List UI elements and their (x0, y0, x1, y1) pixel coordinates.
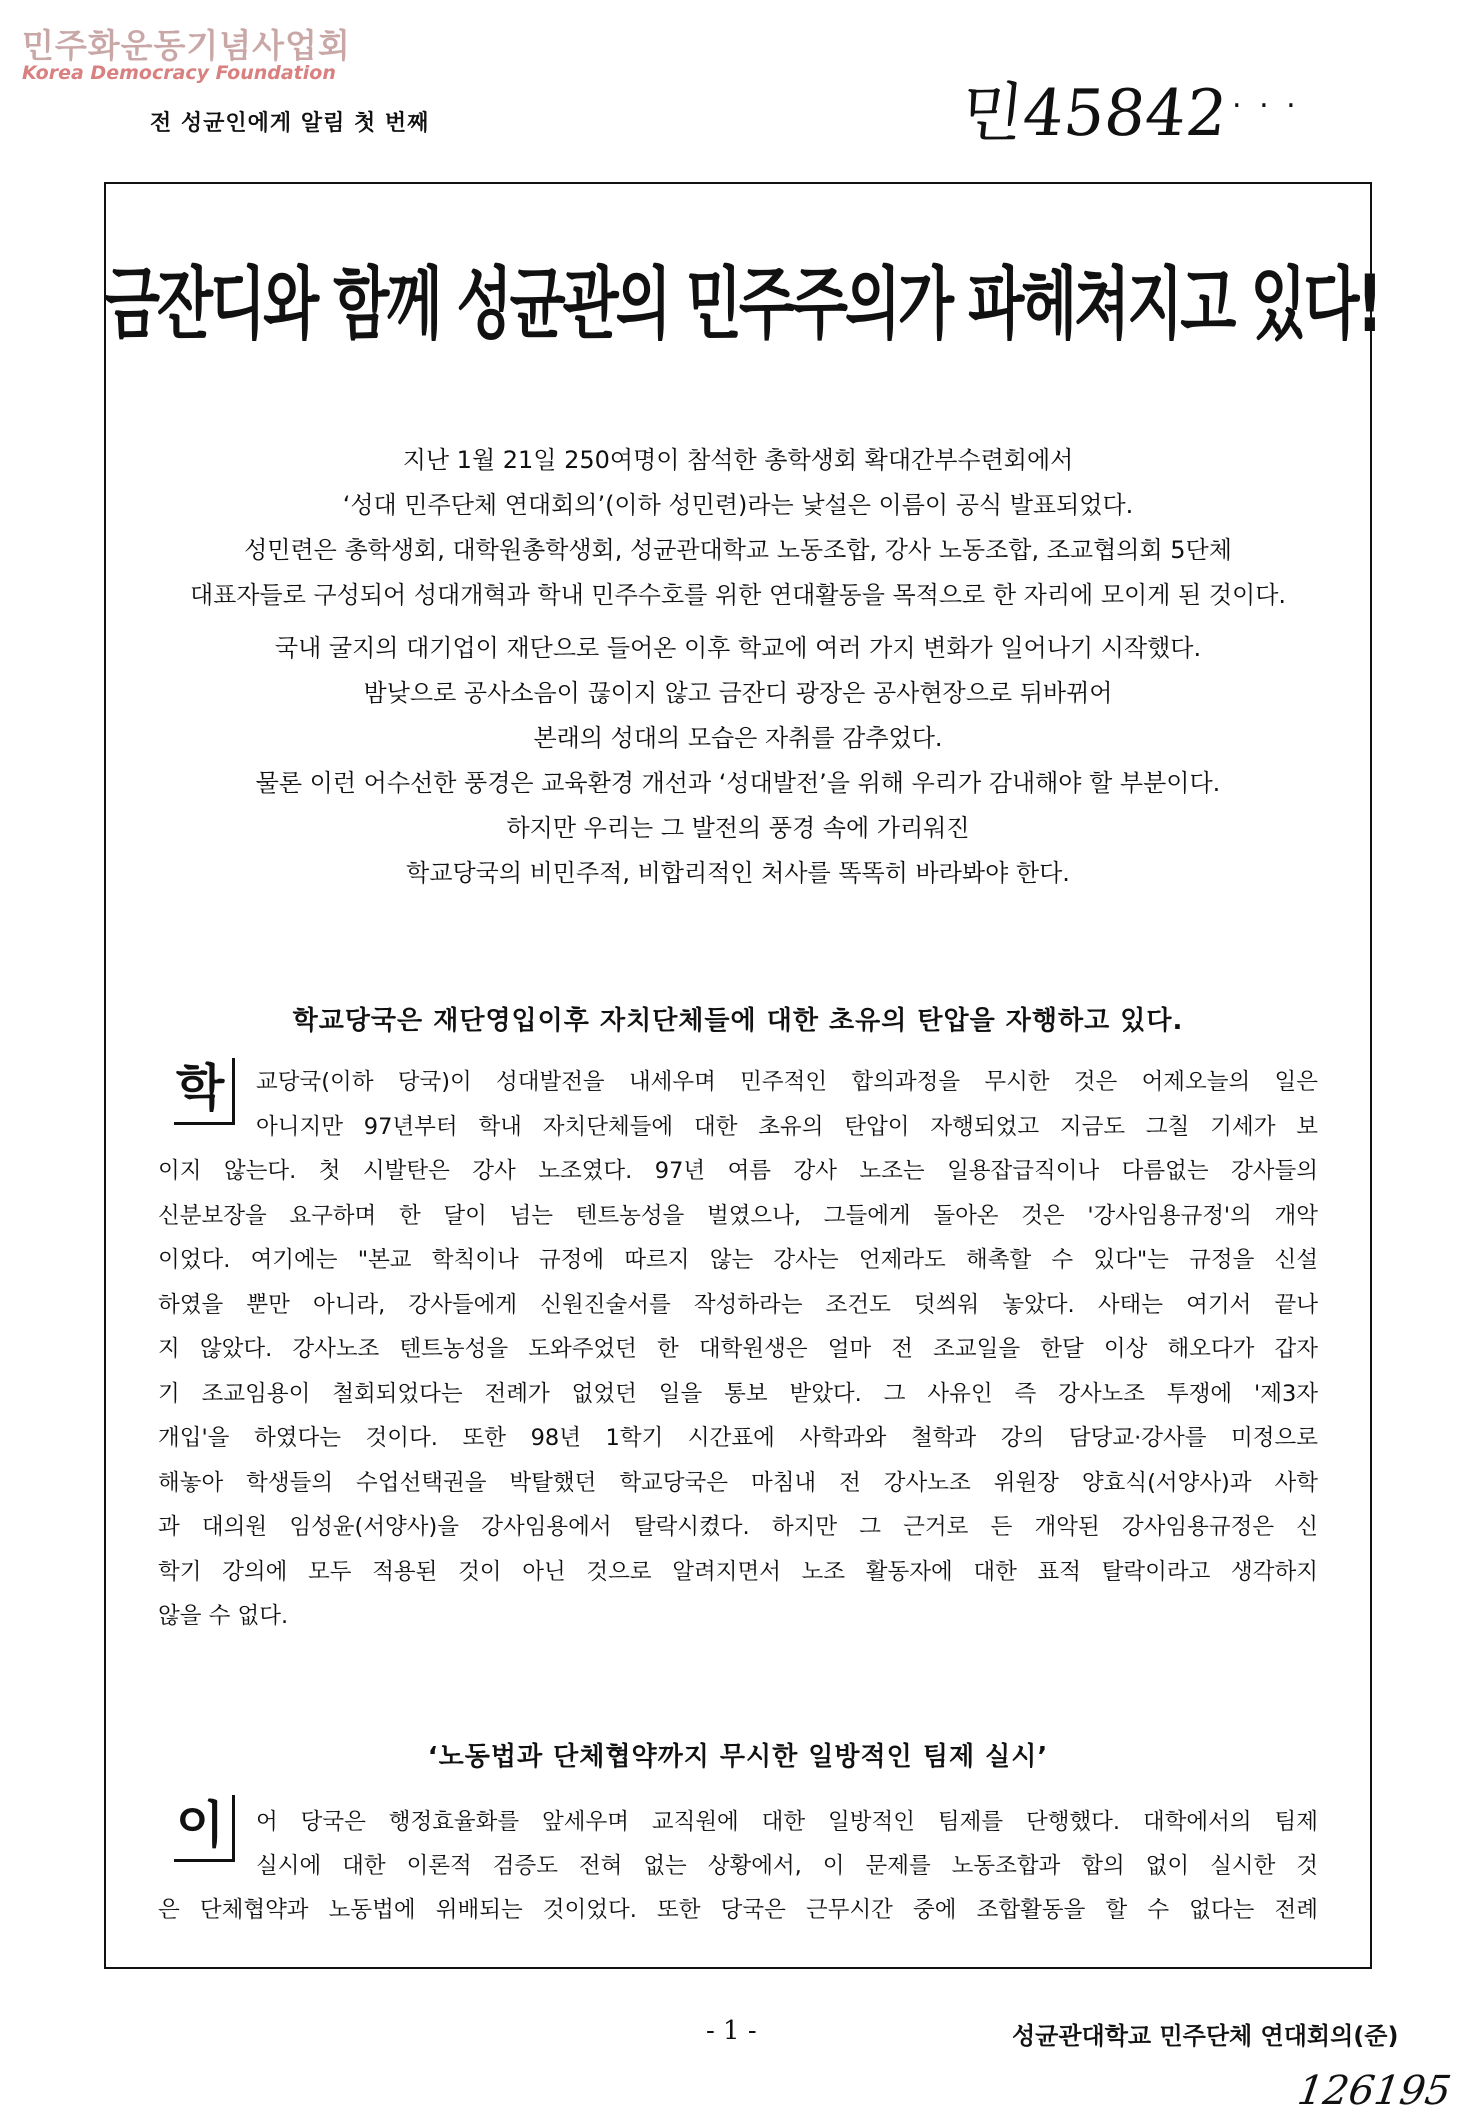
section1-line: 과 대의원 임성윤(서양사)을 강사임용에서 탈락시켰다. 하지만 그 근거로 든 개악된 강사임용규정은 신 (158, 1514, 1318, 1540)
watermark-korean: 민주화운동기념사업회 (22, 26, 351, 65)
intro-line: 물론 이런 어수선한 풍경은 교육환경 개선과 ‘성대발전’을 위해 우리가 감내해야 할 부분이다. (255, 769, 1221, 797)
watermark-english: Korea Democracy Foundation (22, 62, 336, 84)
section2-heading: ‘노동법과 단체협약까지 무시한 일방적인 팀제 실시’ (427, 1742, 1049, 1772)
intro-block (140, 438, 1336, 896)
intro-line: 본래의 성대의 모습은 자취를 감추었다. (533, 724, 943, 752)
section1-line: 지 않았다. 강사노조 텐트농성을 도와주었던 한 대학원생은 얼마 전 조교일을 한달 이상 해오다가 갑자 (158, 1336, 1318, 1362)
intro-line: 학교당국의 비민주적, 비합리적인 처사를 똑똑히 바라봐야 한다. (406, 859, 1070, 887)
section1-line: 기 조교임용이 철회되었다는 전례가 없었던 일을 통보 받았다. 그 사유인 즉 강사노조 투쟁에 '제3자 (158, 1380, 1318, 1407)
intro-line: 밤낮으로 공사소음이 끊이지 않고 금잔디 광장은 공사현장으로 뒤바뀌어 (363, 679, 1113, 707)
section1-line: 개입'을 하였다는 것이다. 또한 98년 1학기 시간표에 사학과와 철학과 강의 담당교·강사를 미정으로 (158, 1425, 1318, 1451)
archive-number: 126195 (1294, 2068, 1454, 2114)
section2-line: 어 당국은 행정효율화를 앞세우며 교직원에 대한 일방적인 팀제를 단행했다. 대학에서의 팀제 (256, 1809, 1318, 1835)
section1-line: 신분보장을 요구하며 한 달이 넘는 텐트농성을 벌였으나, 그들에게 돌아온 것은 '강사임용규정'의 개악 (158, 1202, 1318, 1229)
section1-line: 해놓아 학생들의 수업선택권을 박탈했던 학교당국은 마침내 전 강사노조 위원장 양효식(서양사)과 사학 (158, 1469, 1318, 1496)
page-number: - 1 - (706, 2016, 757, 2046)
intro-line: 성민련은 총학생회, 대학원총학생회, 성균관대학교 노동조합, 강사 노동조합, 조교협의회 5단체 (244, 536, 1232, 564)
section1-line: 않을 수 없다. (158, 1603, 289, 1629)
section1-line: 아니지만 97년부터 학내 자치단체들에 대한 초유의 탄압이 자행되었고 지금도 그칠 기세가 보 (256, 1113, 1318, 1140)
section1-dropcap: 학 (174, 1058, 235, 1125)
intro-line: 국내 굴지의 대기업이 재단으로 들어온 이후 학교에 여러 가지 변화가 일어나기 시작했다. (274, 634, 1202, 662)
section2-dropcap: 이 (174, 1795, 235, 1862)
intro-line: ‘성대 민주단체 연대회의’(이하 성민련)라는 낯설은 이름이 공식 발표되었다. (342, 491, 1134, 519)
section1-line: 교당국(이하 당국)이 성대발전을 내세우며 민주적인 합의과정을 무시한 것은 어제오늘의 일은 (256, 1069, 1318, 1095)
section1-heading: 학교당국은 재단영입이후 자치단체들에 대한 초유의 탄압을 자행하고 있다. (292, 1006, 1184, 1036)
handwritten-number: 민45842 (957, 77, 1231, 151)
section1-line: 하였을 뿐만 아니라, 강사들에게 신원진술서를 작성하라는 조건도 덧씌워 놓았다. 사태는 여기서 끝나 (158, 1291, 1318, 1318)
headline: 금잔디와 함께 성균관의 민주주의가 파헤쳐지고 있다! (104, 258, 1381, 350)
series-label: 전 성균인에게 알림 첫 번째 (150, 111, 430, 136)
section1-line: 이지 않는다. 첫 시발탄은 강사 노조였다. 97년 여름 강사 노조는 일용잡급직이나 다름없는 강사들의 (158, 1158, 1318, 1184)
handwritten-dots: . . . (1232, 80, 1300, 115)
section1-line: 학기 강의에 모두 적용된 것이 아닌 것으로 알려지면서 노조 활동자에 대한 표적 탈락이라고 생각하지 (158, 1558, 1318, 1585)
intro-line: 지난 1월 21일 250여명이 참석한 총학생회 확대간부수련회에서 (402, 446, 1074, 474)
section2-line: 은 단체협약과 노동법에 위배되는 것이었다. 또한 당국은 근무시간 중에 조합활동을 할 수 없다는 전례 (158, 1897, 1318, 1923)
footer-organization: 성균관대학교 민주단체 연대회의(준) (1012, 2022, 1399, 2050)
intro-line: 하지만 우리는 그 발전의 풍경 속에 가리워진 (506, 814, 970, 842)
intro-line: 대표자들로 구성되어 성대개혁과 학내 민주수호를 위한 연대활동을 목적으로 한 자리에 모이게 된 것이다. (189, 581, 1287, 609)
section2-line: 실시에 대한 이론적 검증도 전혀 없는 상황에서, 이 문제를 노동조합과 합의 없이 실시한 것 (256, 1853, 1318, 1879)
section1-line: 이었다. 여기에는 "본교 학칙이나 규정에 따르지 않는 강사는 언제라도 해촉할 수 있다"는 규정을 신설 (158, 1247, 1318, 1273)
